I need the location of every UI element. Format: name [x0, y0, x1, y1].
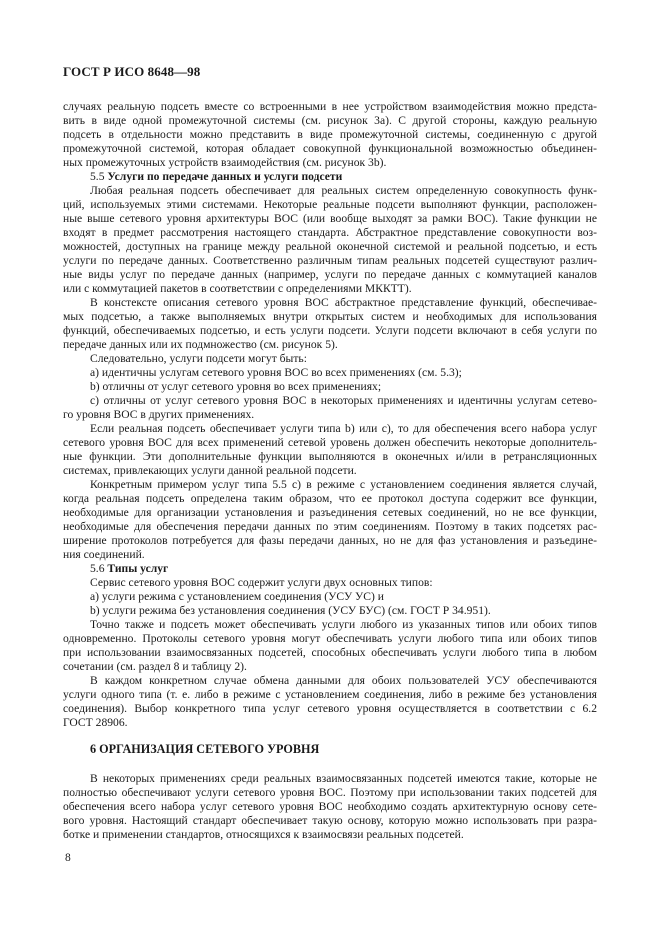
text-line: передаче данных или их подмножество (см. рисунок 5). [63, 338, 338, 351]
text-line: полностью обеспечивают услуги сетевого уровня ВОС. Поэтому при использовании таких подсетей для [63, 786, 597, 799]
subsection-title: Типы услуг [107, 562, 169, 575]
text-line: a) идентичны услугам сетевого уровня ВОС во всех применениях (см. 5.3); [90, 366, 462, 379]
text-line: при использовании взаимосвязанных подсетей, способных обеспечивать услуги любого типа в любом [63, 646, 597, 659]
page-number: 8 [65, 852, 71, 864]
text-line: ные выше сетевого уровня архитектуры ВОС (или вообще выходят за рамки ВОС). Такие функции не [63, 212, 597, 225]
text-line: сетевого уровня ВОС для всех применений сетевой уровень должен обеспечить некоторые дополнитель- [63, 436, 597, 449]
text-line: необходимые для организации установления и разъединения сетевых соединений, но не все функции, [63, 506, 597, 519]
text-line: сочетании (см. раздел 8 и таблицу 2). [63, 660, 247, 673]
text-line: Сервис сетевого уровня ВОС содержит услуги двух основных типов: [90, 576, 433, 589]
text-line: b) отличны от услуг сетевого уровня во всех применениях; [90, 380, 382, 393]
text-line: промежуточной системой, которая обладает совокупной функциональной возможностью объединен- [63, 142, 597, 155]
text-line: необходимые для обеспечения передачи данных по этим соединениям. Поэтому в таких подсетях рас- [63, 520, 597, 533]
subsection-number: 5.6 [90, 562, 105, 575]
text-line: Точно также и подсеть может обеспечивать услуги любого из указанных типов или обоих типов [90, 618, 597, 631]
text-line: В констексте описания сетевого уровня ВОС абстрактное представление функций, обеспечивае- [90, 296, 597, 309]
text-line: Если реальная подсеть обеспечивает услуги типа b) или c), то для обеспечения всего набора услуг [90, 422, 597, 435]
text-line: входят в предмет рассмотрения настоящего стандарта. Абстрактное представление совокупности воз- [63, 226, 597, 239]
text-line: подсеть в отдельности можно представить в виде промежуточной системы, соединенную с другой [63, 128, 597, 141]
text-line: системах, привлекающих услуги данной реальной подсети. [63, 464, 357, 477]
text-line: когда реальная подсеть определена таким образом, что ее протокол доступа содержит все функции, [63, 492, 597, 505]
text-line: услуги по передаче данных. Соответственно различным типам реальных подсетей существуют различ- [63, 254, 597, 267]
text-line: ные виды услуг по передаче данных (например, услуги по передаче данных с коммутацией каналов [63, 268, 597, 281]
subsection-title: Услуги по передаче данных и услуги подсети [107, 170, 343, 183]
text-line: Следовательно, услуги подсети могут быть: [90, 352, 307, 365]
text-line: Конкретным примером услуг типа 5.5 c) в режиме с установлением соединения является случай, [90, 478, 597, 491]
text-line: ния соединений. [63, 548, 145, 561]
text-line: одновременно. Протоколы сетевого уровня могут обеспечивать услуги любого типа или обоих типов [63, 632, 597, 645]
document-header-title: ГОСТ Р ИСО 8648—98 [63, 64, 201, 79]
text-line: услуги одного типа (т. е. либо в режиме с установлением соединения, либо в режиме без установления [63, 688, 597, 701]
text-line: a) услуги режима с установлением соединения (УСУ УС) и [90, 590, 384, 603]
section-heading-6: 6 ОРГАНИЗАЦИЯ СЕТЕВОГО УРОВНЯ [90, 742, 320, 756]
subsection-heading-5-6 [90, 562, 597, 576]
text-line: вить в виде одной промежуточной системы (см. рисунок 3а). С другой стороны, каждую реальную [63, 114, 597, 127]
text-line: ширение протоколов потребуется для фазы передачи данных, но не для фаз установления и разъедине- [63, 534, 597, 547]
text-line: вого уровня. Настоящий стандарт обеспечивает такую основу, которую можно использовать при разра- [63, 814, 597, 827]
text-line: ций, используемых этими системами. Некоторые реальные подсети выполняют функции, расположен- [63, 198, 597, 211]
text-line: Любая реальная подсеть обеспечивает для реальных систем определенную совокупность функ- [90, 184, 597, 197]
subsection-number: 5.5 [90, 170, 105, 183]
text-line: В каждом конкретном случае обмена данными для обоих пользователей УСУ обеспечиваются [90, 674, 597, 687]
subsection-heading-5-5 [90, 170, 597, 184]
text-line: или с коммутацией пакетов в соответствии с определениями МККТТ). [63, 282, 412, 295]
text-line: ботке и применении стандартов, относящихся к взаимосвязи реальных подсетей. [63, 828, 464, 841]
text-line: случаях реальную подсеть вместе со встроенными в нее устройством взаимодействия можно предста- [63, 100, 597, 113]
text-line: ГОСТ 28906. [63, 716, 128, 729]
text-line: го уровня ВОС в других применениях. [63, 408, 255, 421]
text-line: b) услуги режима без установления соединения (УСУ БУС) (см. ГОСТ Р 34.951). [90, 604, 491, 617]
text-line: функций, обеспечиваемых подсетью, и есть услуги подсети. Услуги подсети включают в себя услуги по [63, 324, 597, 337]
text-line: c) отличны от услуг сетевого уровня ВОС в некоторых применениях и идентичны услугам сетево- [90, 394, 597, 407]
text-line: ные функции. Эти дополнительные функции выполняются в оконечных и/или в ретрансляционных [63, 450, 597, 463]
text-line: обеспечения всего набора услуг сетевого уровня ВОС необходимо создать архитектурную основу сете- [63, 800, 597, 813]
text-line: В некоторых применениях среди реальных взаимосвязанных подсетей имеются такие, которые не [90, 772, 597, 785]
text-line: ных промежуточных устройств взаимодействия (см. рисунок 3b). [63, 156, 387, 169]
text-line: можностей, доступных на границе между реальной оконечной системой и реальной подсетью, и есть [63, 240, 597, 253]
text-line: мых подсетью, а также выполняемых внутри открытых систем и необходимых для использования [63, 310, 597, 323]
text-line: соединения). Выбор конкретного типа услуг сетевого уровня осуществляется в соответствии с 6.2 [63, 702, 597, 715]
